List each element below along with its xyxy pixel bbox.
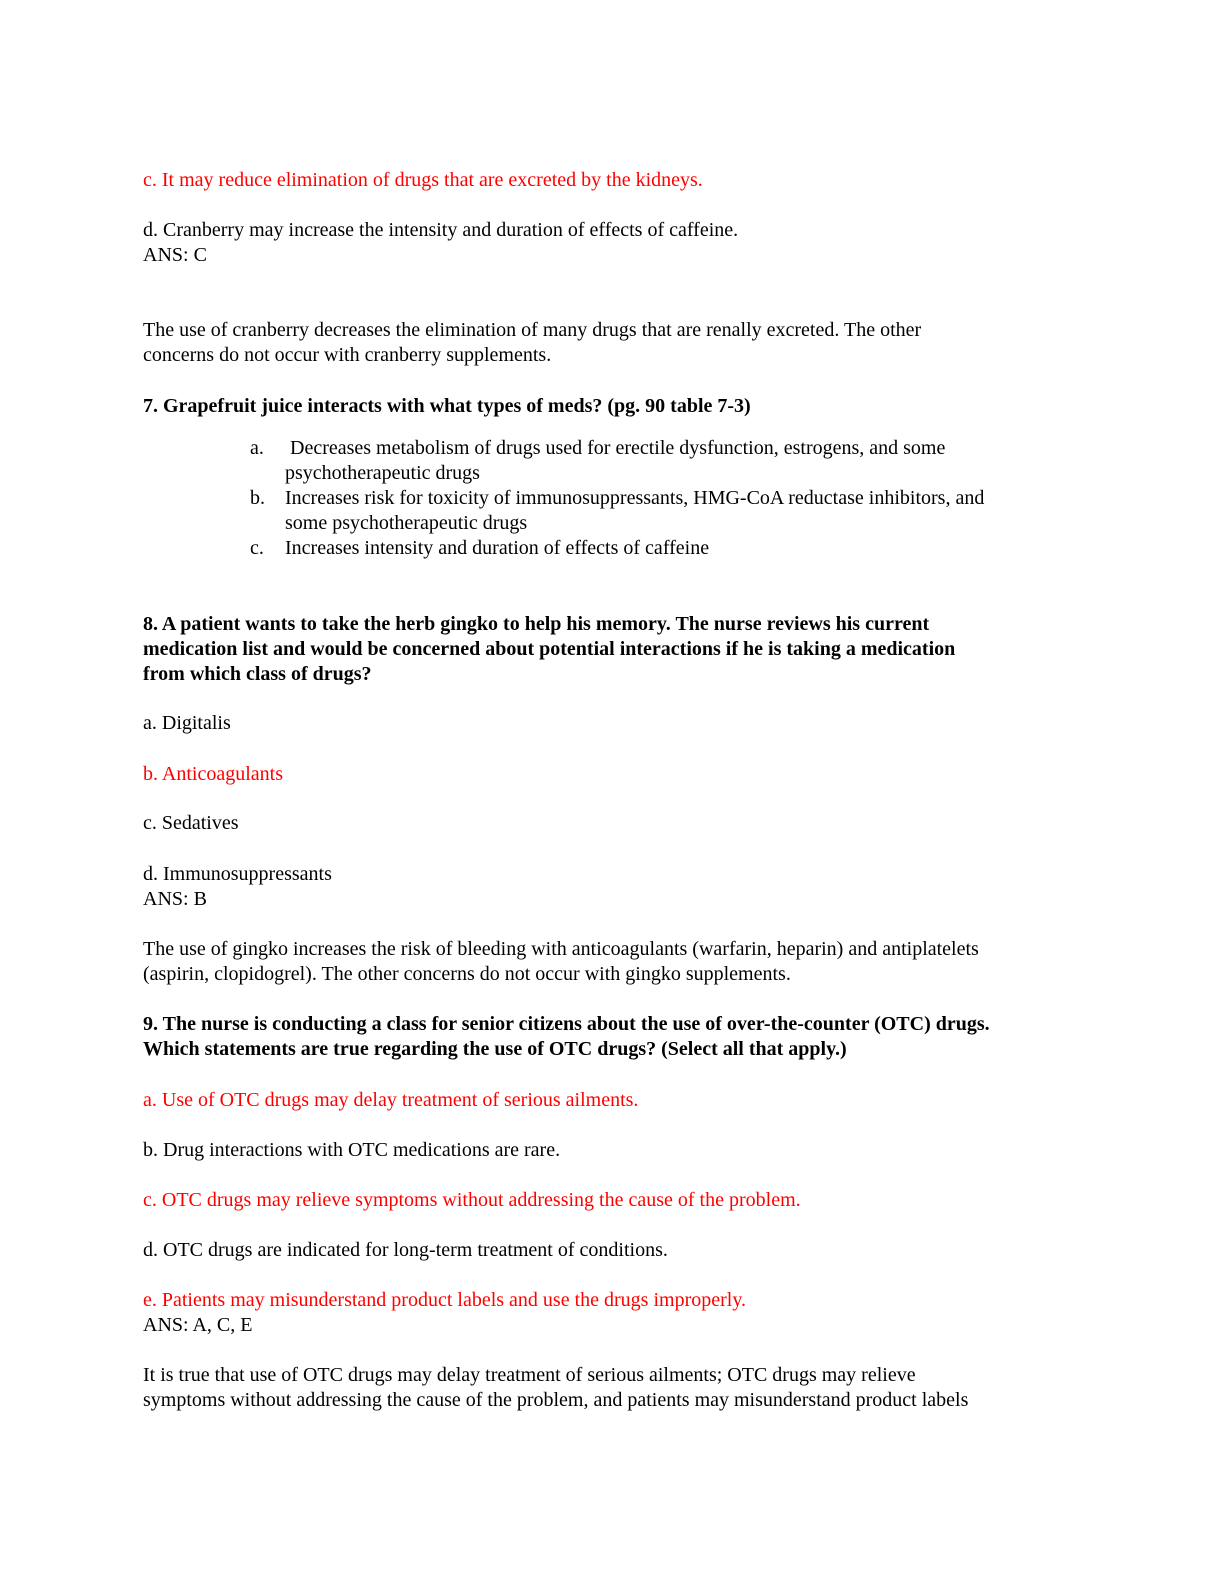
- list-marker: b.: [250, 487, 265, 509]
- q7-item-c: [250, 536, 710, 561]
- q6-answer: ANS: C: [143, 244, 207, 266]
- q7-item-a: [250, 436, 946, 461]
- q6-rationale-line: concerns do not occur with cranberry supplements.: [143, 344, 552, 366]
- list-text: psychotherapeutic drugs: [285, 462, 480, 484]
- q8-option-a: a. Digitalis: [143, 712, 231, 734]
- q8-answer: ANS: B: [143, 888, 207, 910]
- list-text: Increases risk for toxicity of immunosuppressants, HMG-CoA reductase inhibitors, and: [285, 487, 985, 509]
- q8-rationale-line: The use of gingko increases the risk of bleeding with anticoagulants (warfarin, heparin) and antiplatelets: [143, 938, 979, 960]
- q9-question-line: 9. The nurse is conducting a class for senior citizens about the use of over-the-counter (OTC) drugs.: [143, 1013, 990, 1035]
- q8-question-line: medication list and would be concerned about potential interactions if he is taking a medication: [143, 638, 956, 660]
- q6-option-d: d. Cranberry may increase the intensity and duration of effects of caffeine.: [143, 219, 739, 241]
- q6-option-c-correct: c. It may reduce elimination of drugs that are excreted by the kidneys.: [143, 169, 703, 191]
- q8-option-b-correct: b. Anticoagulants: [143, 763, 283, 785]
- list-text: Increases intensity and duration of effects of caffeine: [285, 537, 710, 559]
- q9-option-b: b. Drug interactions with OTC medications are rare.: [143, 1139, 561, 1161]
- q9-rationale-line: symptoms without addressing the cause of the problem, and patients may misunderstand product labels: [143, 1389, 969, 1411]
- q6-rationale-line: The use of cranberry decreases the elimination of many drugs that are renally excreted. The other: [143, 319, 922, 341]
- q7-question: 7. Grapefruit juice interacts with what types of meds? (pg. 90 table 7-3): [143, 395, 751, 417]
- q7-item-b: [250, 486, 985, 511]
- q9-option-e-correct: e. Patients may misunderstand product labels and use the drugs improperly.: [143, 1289, 747, 1311]
- q9-question-line: Which statements are true regarding the use of OTC drugs? (Select all that apply.): [143, 1038, 847, 1060]
- q9-answer: ANS: A, C, E: [143, 1314, 253, 1336]
- list-marker: c.: [250, 537, 264, 559]
- list-text: some psychotherapeutic drugs: [285, 512, 528, 534]
- q9-option-c-correct: c. OTC drugs may relieve symptoms without addressing the cause of the problem.: [143, 1189, 801, 1211]
- q8-rationale-line: (aspirin, clopidogrel). The other concerns do not occur with gingko supplements.: [143, 963, 791, 985]
- q9-option-d: d. OTC drugs are indicated for long-term treatment of conditions.: [143, 1239, 668, 1261]
- list-marker: a.: [250, 437, 264, 459]
- q8-question-line: 8. A patient wants to take the herb gingko to help his memory. The nurse reviews his current: [143, 613, 930, 635]
- q8-question-line: from which class of drugs?: [143, 663, 372, 685]
- q8-option-d: d. Immunosuppressants: [143, 863, 332, 885]
- q9-option-a-correct: a. Use of OTC drugs may delay treatment of serious ailments.: [143, 1089, 639, 1111]
- q9-rationale-line: It is true that use of OTC drugs may delay treatment of serious ailments; OTC drugs may relieve: [143, 1364, 916, 1386]
- list-text: Decreases metabolism of drugs used for erectile dysfunction, estrogens, and some: [285, 437, 946, 459]
- q8-option-c: c. Sedatives: [143, 812, 239, 834]
